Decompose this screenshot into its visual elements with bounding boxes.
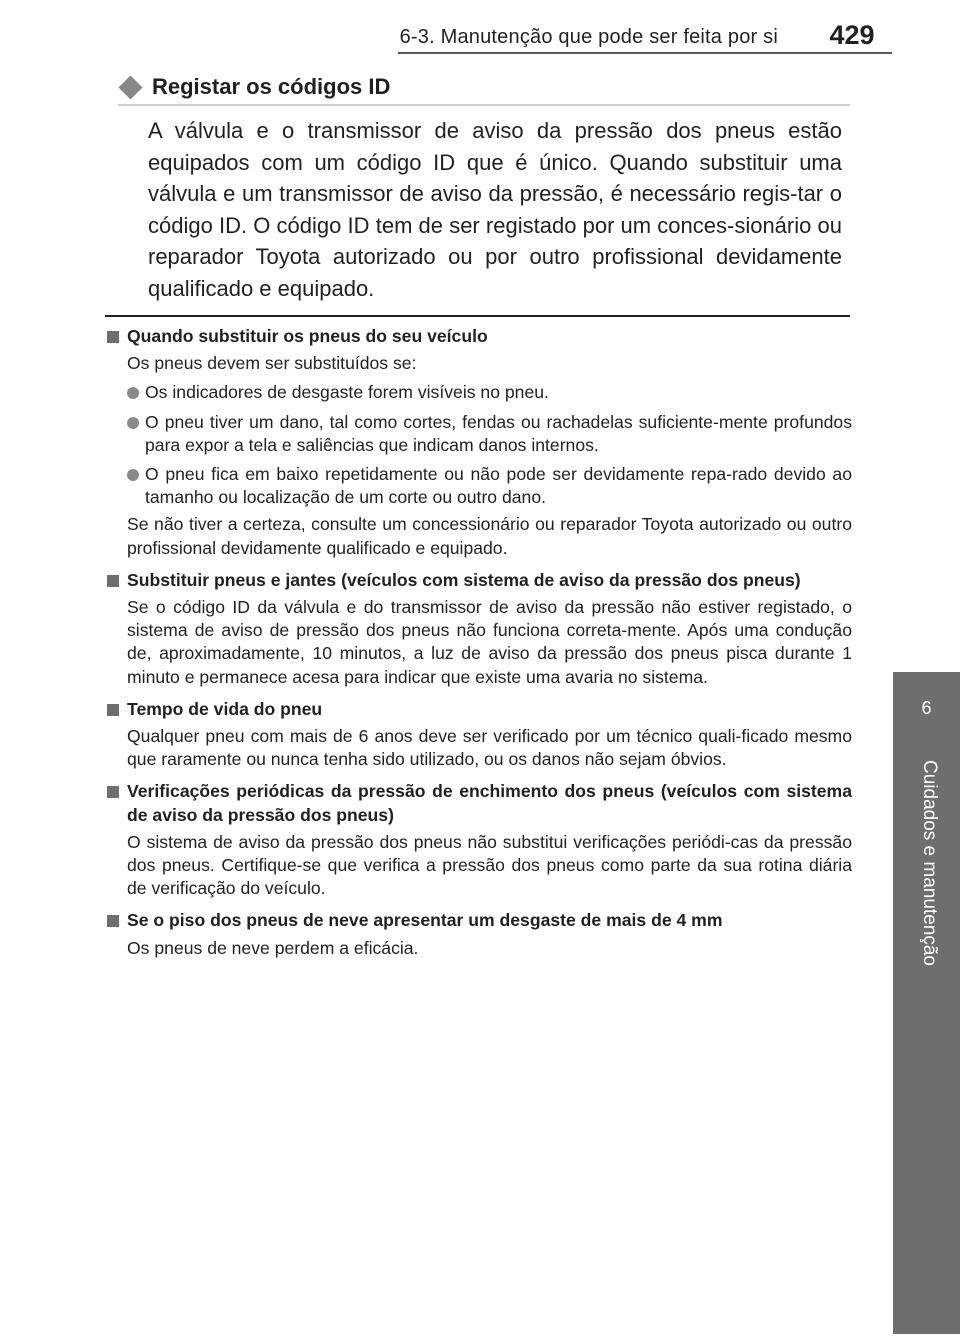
info-box-heading-divider	[118, 104, 850, 106]
section-tire-replacement	[104, 325, 852, 560]
section-heading-text: Se o piso dos pneus de neve apresentar um desgaste de mais de 4 mm	[127, 910, 723, 931]
section-heading-text: Tempo de vida do pneu	[127, 698, 323, 719]
list-item-text: Os indicadores de desgaste forem visíveis no pneu.	[145, 382, 549, 403]
section-heading-text: Quando substituir os pneus do seu veículo	[127, 326, 488, 346]
section-heading	[104, 569, 852, 592]
section-heading-text: Verificações periódicas da pressão de enchimento dos pneus (veículos com sistema de aviso da pressão dos pneus)	[127, 781, 852, 825]
info-box-bottom-divider	[105, 315, 850, 317]
section-body: Qualquer pneu com mais de 6 anos deve ser verificado por um técnico quali-ficado mesmo que raramente ou nunca tenha sido utilizado, ou os danos não sejam óbvios.	[127, 726, 852, 770]
square-bullet-icon	[107, 786, 119, 798]
list-item	[127, 411, 852, 457]
section-body: Se o código ID da válvula e do transmissor de aviso da pressão não estiver registado, o sistema de aviso de pressão dos pneus não funciona correta-mente. Após uma condução de, aproximadamente, 10 minutos, a luz de aviso da pressão dos pneus pisca durante 1 minuto e permanece acesa para indicar que existe uma avaria no sistema.	[127, 597, 852, 687]
square-bullet-icon	[107, 331, 119, 343]
section-heading	[104, 909, 852, 932]
circle-bullet-icon	[127, 469, 139, 481]
section-heading	[104, 698, 852, 721]
list-item	[127, 463, 852, 509]
section-pressure-checks	[104, 780, 852, 900]
square-bullet-icon	[107, 575, 119, 587]
info-box-heading	[118, 70, 390, 104]
square-bullet-icon	[107, 915, 119, 927]
section-heading-text: Substituir pneus e jantes (veículos com sistema de aviso da pressão dos pneus)	[127, 569, 801, 590]
diamond-icon	[118, 75, 142, 99]
square-bullet-icon	[107, 704, 119, 716]
info-box-heading-text: Registar os códigos ID	[152, 74, 391, 99]
header-divider	[398, 52, 892, 54]
list-item-text: O pneu fica em baixo repetidamente ou não pode ser devidamente repa-rado devido ao tamanho ou localização de um corte ou outro dano.	[145, 464, 852, 508]
section-body: O sistema de aviso da pressão dos pneus não substitui verificações periódi-cas da pressão dos pneus. Certifique-se que verifica a pressão dos pneus como parte da sua rotina diária de verificação do veículo.	[127, 831, 852, 899]
section-tire-wheel-replacement	[104, 569, 852, 689]
section-heading	[104, 325, 852, 348]
list-item-text: O pneu tiver um dano, tal como cortes, fendas ou rachadelas suficiente-mente profundos para expor a tela e saliências que indicam danos internos.	[145, 411, 852, 455]
info-box-body: A válvula e o transmissor de aviso da pressão dos pneus estão equipados com um código ID que é único. Quando substituir uma válvula e um transmissor de aviso da pressão, é necessário regis-tar o código ID. O código ID tem de ser registado por um conces-sionário ou reparador Toyota autorizado ou por outro profissional devidamente qualificado e equipado.	[148, 118, 842, 301]
section-body: Os pneus de neve perdem a eficácia.	[127, 937, 419, 958]
list-item	[127, 381, 852, 404]
section-outro: Se não tiver a certeza, consulte um concessionário ou reparador Toyota autorizado ou outro profissional devidamente qualificado e equipado.	[127, 514, 852, 558]
section-title: 6-3. Manutenção que pode ser feita por si	[399, 26, 778, 48]
page-number: 429	[829, 20, 875, 50]
circle-bullet-icon	[127, 387, 139, 399]
section-intro: Os pneus devem ser substituídos se:	[127, 353, 417, 374]
section-tire-life	[104, 698, 852, 772]
circle-bullet-icon	[127, 417, 139, 429]
section-heading	[104, 780, 852, 826]
main-content	[104, 325, 852, 960]
chapter-label: Cuidados e manutenção	[919, 760, 940, 966]
section-snow-tires	[104, 909, 852, 959]
chapter-number: 6	[921, 698, 932, 718]
